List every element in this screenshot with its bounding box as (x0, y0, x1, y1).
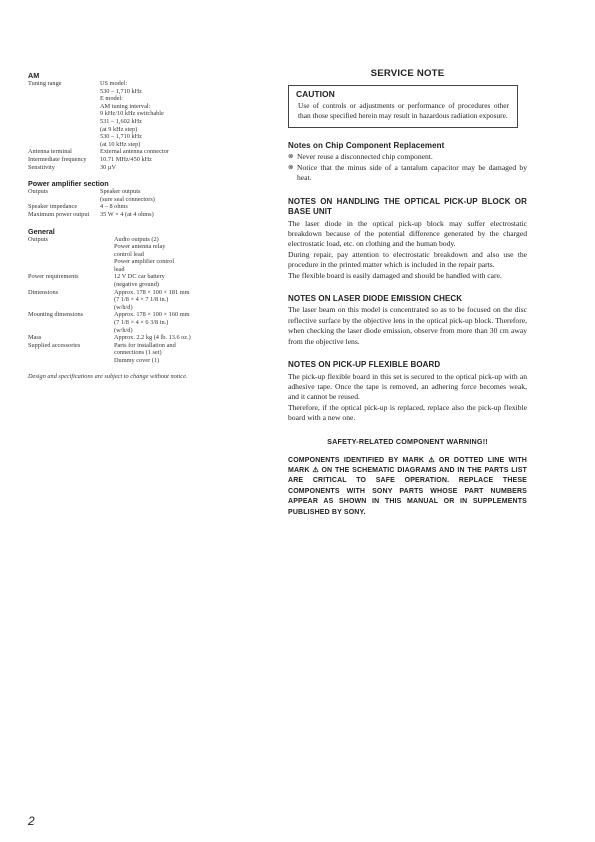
spec-label: Supplied accessories (28, 341, 81, 349)
spec-value-line: External antenna connector (100, 148, 169, 156)
paragraph: The laser diode in the optical pick-up block may suffer electrostatic breakdown because of the potential difference generated by the charged electrostatic load, etc. on clothing and the human body. (288, 218, 527, 249)
spec-value-line: (7 1/8 × 4 × 6 3/8 in.) (114, 319, 169, 327)
laser-emission-section (288, 294, 527, 347)
caution-text: Use of controls or adjustments or performance of procedures other than those specified herein may result in hazardous radiation exposure. (298, 101, 509, 121)
safety-text-part: OR DOTTED LINE WITH MARK (288, 456, 527, 475)
spec-label: Intermediate frequency (28, 155, 87, 163)
spec-value-line: (7 1/8 × 4 × 7 1/8 in.) (114, 296, 169, 304)
spec-label: Antenna terminal (28, 148, 72, 156)
bullet-mark-icon: ⊗ (288, 153, 294, 161)
pickup-handling-section (288, 197, 527, 281)
spec-value-line: Speaker outputs (100, 188, 141, 196)
spec-change-notice: Design and specifications are subject to change without notice. (28, 372, 188, 380)
list-item (288, 152, 527, 162)
spec-value-line: (w/h/d) (114, 326, 133, 334)
safety-warning-title: SAFETY-RELATED COMPONENT WARNING!! (327, 436, 488, 446)
spec-label: Speaker impedance (28, 203, 78, 211)
spec-value (100, 156, 228, 164)
chip-replacement-heading: Notes on Chip Component Replacement (288, 140, 445, 150)
spec-value-line: lead (114, 265, 125, 273)
safety-text-part: ON THE SCHEMATIC DIAGRAMS AND IN THE PARTS LIST ARE CRITICAL TO SAFE OPERATION. REPLACE THESE COMPONENTS WITH SONY PARTS WHOSE PART NUMBERS APPEAR AS SHOWN IN THIS MANUAL OR IN SUPPLEMENTS PUBLISHED BY SONY. (288, 467, 527, 516)
spec-value-line: AM tuning interval: (100, 102, 151, 110)
general-spec-table (28, 236, 228, 365)
spec-value-line: connections (1 set) (114, 349, 162, 357)
spec-value-line: 531 – 1,602 kHz (100, 117, 142, 125)
spec-value-line: Approx. 178 × 100 × 160 mm (114, 311, 190, 319)
safety-warning-section (288, 437, 527, 518)
specifications-column (28, 71, 228, 380)
safety-warning-text (288, 456, 527, 518)
spec-value (100, 148, 228, 156)
power-amplifier-heading: Power amplifier section (28, 179, 109, 189)
am-spec-table (28, 80, 228, 171)
safety-text-part: COMPONENTS IDENTIFIED BY MARK (288, 456, 429, 464)
bullet-text: Never reuse a disconnected chip component. (297, 152, 433, 162)
spec-label: Dimensions (28, 288, 59, 296)
bullet-text: Notice that the minus side of a tantalum capacitor may be damaged by heat. (297, 162, 527, 183)
spec-value-line: Power antenna relay (114, 243, 166, 251)
spec-value-line: Approx. 178 × 100 × 181 mm (114, 288, 190, 296)
spec-value-line: Power amplifier control (114, 258, 175, 266)
spec-value-line: control lead (114, 250, 144, 258)
paragraph: During repair, pay attention to electrostatic breakdown and also use the procedure in the printed matter which is included in the repair parts. (288, 249, 527, 270)
spec-value (114, 334, 228, 342)
pickup-handling-heading: NOTES ON HANDLING THE OPTICAL PICK-UP BLOCK OR BASE UNIT (288, 196, 527, 217)
spec-value-line: 9 kHz/10 kHz switchable (100, 110, 164, 118)
service-notes-column (288, 68, 527, 518)
spec-label: Outputs (28, 235, 48, 243)
flexible-board-heading: NOTES ON PICK-UP FLEXIBLE BOARD (288, 360, 441, 370)
chip-replacement-section (288, 141, 527, 184)
page-number: 2 (28, 814, 35, 828)
spec-value (114, 273, 228, 288)
spec-value (100, 203, 228, 211)
flexible-board-section (288, 360, 527, 424)
bullet-mark-icon: ⊗ (288, 163, 294, 171)
spec-label: Mounting dimensions (28, 311, 84, 319)
warning-triangle-icon: ⚠ (312, 467, 319, 475)
spec-value-line: 530 – 1,710 kHz (100, 133, 142, 141)
caution-box (288, 85, 518, 128)
spec-value-line: (negative ground) (114, 281, 159, 289)
spec-value-line: (sure seal connectors) (100, 195, 155, 203)
paragraph: The flexible board is easily damaged and should be handled with care. (288, 270, 502, 280)
spec-value-line: (at 10 kHz step) (100, 140, 141, 148)
paragraph: The pick-up flexible board in this set is secured to the optical pick-up with an adhesive tape. Once the tape is removed, an adhering force becomes weak, and it cannot be reused. (288, 371, 527, 402)
spec-value (100, 211, 228, 219)
spec-label: Tuning range (28, 80, 62, 87)
spec-label: Power requirements (28, 273, 79, 281)
caution-title: CAUTION (296, 89, 335, 99)
spec-value (100, 164, 228, 172)
spec-value-line: 530 – 1,710 kHz (100, 87, 142, 95)
spec-label: Mass (28, 334, 42, 342)
spec-value-line: 35 W × 4 (at 4 ohms) (100, 210, 154, 218)
spec-label: Maximum power output (28, 210, 90, 218)
spec-value-line: (at 9 kHz step) (100, 125, 138, 133)
paragraph: The laser beam on this model is concentrated so as to be focused on the disc reflective surface by the objective lens in the optical pick-up block. Therefore, when checking the laser diode emission, observe from more than 30 cm away from the objective lens. (288, 305, 527, 346)
laser-emission-heading: NOTES ON LASER DIODE EMISSION CHECK (288, 293, 463, 303)
spec-value-line: US model: (100, 80, 128, 87)
spec-value (100, 80, 228, 148)
spec-value-line: Dummy cover (1) (114, 357, 160, 364)
spec-value-line: 4 – 8 ohms (100, 203, 128, 211)
amp-spec-table (28, 188, 228, 218)
spec-value-line: E model: (100, 95, 123, 103)
spec-value (114, 289, 228, 312)
spec-value-line: 10.71 MHz/450 kHz (100, 155, 152, 163)
spec-value-line: 30 µV (100, 163, 117, 171)
list-item (288, 163, 527, 184)
spec-value-line: Parts for installation and (114, 341, 176, 349)
spec-value-line: Audio outputs (2) (114, 235, 159, 243)
spec-value-line: Approx. 2.2 kg (4 lb. 13.6 oz.) (114, 334, 191, 342)
spec-value (114, 236, 228, 274)
spec-value (114, 311, 228, 334)
warning-triangle-icon: ⚠ (428, 456, 435, 464)
spec-value (100, 188, 228, 203)
service-note-title: SERVICE NOTE (370, 68, 445, 79)
spec-value-line: (w/h/d) (114, 303, 133, 311)
spec-label: Outputs (28, 188, 48, 196)
am-heading: AM (28, 71, 40, 80)
spec-label: Sensitivity (28, 163, 55, 171)
spec-value (114, 342, 228, 365)
general-heading: General (28, 226, 55, 236)
spec-value-line: 12 V DC car battery (114, 273, 165, 281)
paragraph: Therefore, if the optical pick-up is replaced, replace also the pick-up flexible board with a new one. (288, 402, 527, 423)
